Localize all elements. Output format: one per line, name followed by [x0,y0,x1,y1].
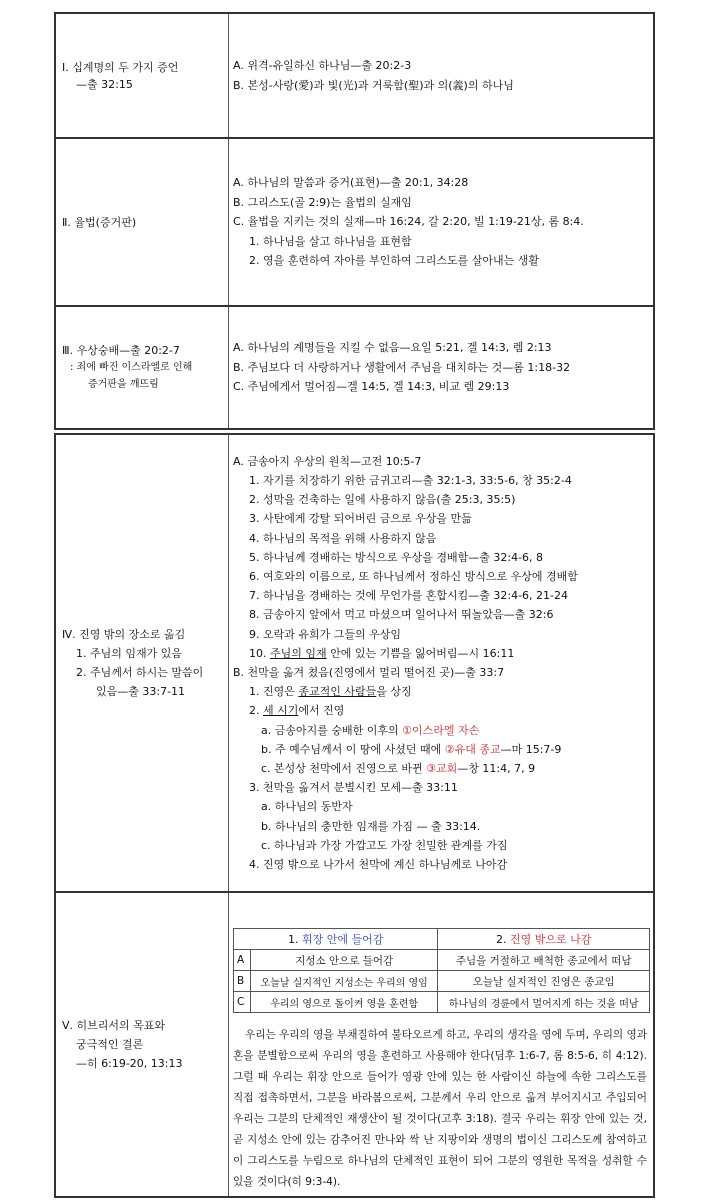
item-text: 을 상징 [376,685,412,699]
item-text: 에서 진영 [298,704,345,718]
row-4-point-a: A. 금송아지 우상의 원칙—고전 10:5-7 [233,454,422,468]
row-2-point-c: C. 율법을 지키는 것의 실재—마 16:24, 갈 2:20, 빌 1:19-21상, 롬 8:4. [233,215,584,229]
outline-table-1 [54,12,655,430]
cell-inside-veil: 오늘날 실지적인 지성소는 우리의 영임 [251,971,438,992]
row-5-content-cell [229,893,653,1196]
row-4-point-b: B. 천막을 옮겨 쳤음(진영에서 멀리 떨어진 곳)—출 33:7 [233,666,505,679]
row-4-a-item-10 [233,644,578,663]
outline-row-3 [56,307,653,428]
row-key: B [234,971,251,992]
row-4-heading-cell [56,435,229,891]
row-4-a-item: 3. 사탄에게 강탈 되어버린 금으로 우상을 만듦 [249,512,472,526]
row-4-b-item-2 [233,701,578,720]
cell-inside-veil: 우리의 영으로 돌이켜 영을 훈련함 [251,992,438,1013]
item-number: 10. [249,646,270,660]
row-1-reference: —출 32:15 [76,77,133,91]
comparison-header-row [234,929,650,950]
row-2-point-a: A. 하나님의 말씀과 증거(표현)—출 20:1, 34:28 [233,176,469,190]
item-text: —마 15:7-9 [500,742,562,756]
row-4-b3-item: b. 하나님의 충만한 임재를 가짐 — 출 33:14. [261,819,481,833]
row-1-heading-cell [56,14,229,137]
row-4-b-item-1 [233,682,578,701]
underlined-text: 종교적인 사람들 [298,685,377,699]
row-4-content-cell [229,435,653,891]
header-number: 1. [288,933,302,946]
highlighted-text: ②유대 종교 [444,742,501,756]
item-number: 2. [249,704,263,718]
row-key: A [234,950,251,971]
row-5-reference: —히 6:19-20, 13:13 [76,1057,183,1070]
item-text: —창 11:4, 7, 9 [457,762,536,776]
row-4-b-item-3: 3. 천막을 옮겨서 분별시킨 모세—출 33:11 [249,781,458,795]
row-4-sub-1: 1. 주님의 임재가 있음 [76,647,182,660]
item-text: c. 본성상 천막에서 진영으로 바뀐 [261,762,427,776]
row-3-content-cell [229,307,653,428]
row-1-point-b: B. 본성-사랑(愛)과 빛(光)과 거룩함(聖)과 의(義)의 하나님 [233,78,514,92]
column-header-2 [438,929,650,950]
row-4-b2-item-b [233,740,578,759]
outline-row-4 [56,435,653,893]
row-4-sub-3: 있음—출 33:7-11 [96,685,186,698]
conclusion-paragraph [229,1025,651,1193]
item-text: a. 금송아지를 숭배한 이후의 [261,723,403,737]
highlighted-text: ③교회 [426,762,458,776]
outline-row-5 [56,893,653,1196]
row-5-sub-1: 궁극적인 결론 [76,1038,144,1051]
row-4-b2-item-c [233,759,578,778]
row-4-a-item: 7. 하나님을 경배하는 것에 무언가를 혼합시킴—출 32:4-6, 21-24 [249,589,568,603]
comparison-row-a [234,950,650,971]
underlined-text: 주님의 임재 [270,646,327,660]
row-1-title: Ⅰ. 십계명의 두 가지 증언 [62,60,179,74]
row-3-heading-cell [56,307,229,428]
item-text: 안에 있는 기쁨을 잃어버림—시 16:11 [326,646,515,660]
row-3-title: Ⅲ. 우상숭배—출 20:2-7 [62,344,180,357]
highlighted-text: ①이스라엘 자손 [402,723,480,737]
comparison-table [233,928,650,1013]
row-2-content-cell [229,139,653,305]
row-4-a-item: 5. 하나님께 경배하는 방식으로 우상을 경배함—출 32:4-6, 8 [249,550,544,564]
row-3-point-c: C. 주님에게서 멀어짐—겔 14:5, 겔 14:3, 비교 렘 29:13 [233,380,510,394]
row-4-a-item: 1. 자기를 치장하기 위한 금귀고리—출 32:1-3, 33:5-6, 창 35:2-4 [249,473,572,487]
row-2-point-c1: 1. 하나님을 살고 하나님을 표현함 [249,234,412,248]
cell-outside-camp: 오늘날 실지적인 진영은 종교임 [438,971,650,992]
column-header-1 [234,929,438,950]
cell-outside-camp: 주님을 거절하고 배척한 종교에서 떠남 [438,950,650,971]
row-4-b3-item: c. 하나님과 가장 가깝고도 가장 친밀한 관계를 가짐 [261,838,508,852]
row-4-sub-2: 2. 주님께서 하시는 말씀이 [76,666,204,679]
row-2-point-c2: 2. 영을 훈련하여 자아를 부인하여 그리스도를 살아내는 생활 [249,254,539,268]
comparison-row-b [234,971,650,992]
row-5-heading-cell [56,893,229,1196]
row-2-heading-cell [56,139,229,305]
row-3-subtitle: : 죄에 빠진 이스라엘로 인해 [70,362,193,373]
row-3-subtitle-2: 증거판을 깨뜨림 [88,379,159,390]
outline-row-2 [56,139,653,307]
header-number: 2. [496,933,510,946]
row-3-point-a: A. 하나님의 계명들을 지킬 수 없음—요일 5:21, 겔 14:3, 렘 2:13 [233,341,552,355]
comparison-row-c [234,992,650,1013]
underlined-text: 세 시기 [263,704,299,718]
item-text: b. 주 예수님께서 이 땅에 사셨던 때에 [261,742,445,756]
row-4-a-item: 6. 여호와의 이름으로, 또 하나님께서 정하신 방식으로 우상에 경배함 [249,569,578,583]
row-4-a-item: 9. 오락과 유희가 그들의 우상임 [249,627,401,641]
header-label-blue: 휘장 안에 들어감 [302,933,384,946]
cell-outside-camp: 하나님의 경륜에서 멀어지게 하는 것을 떠남 [438,992,650,1013]
row-1-point-a: A. 위격-유일하신 하나님—출 20:2-3 [233,59,412,73]
cell-inside-veil: 지성소 안으로 들어감 [251,950,438,971]
row-4-b2-item-a [233,721,578,740]
conclusion-text: 우리는 우리의 영을 부채질하여 불타오르게 하고, 우리의 생각을 영에 두며, 우리의 영과 혼을 분별함으로써 우리의 영을 훈련하고 사용해야 한다(딤후 1:6-7, 롬 8:5-6, 히 4:12). 그럴 때 우리는 휘장 안으로 들어가 영광 안에 있는 한 사람이신 하늘에 속한 그리스도를 직접 접촉하면서, 그분을 바라봄으로써, 그분께서 우리 안으로 옮겨 부어지시고 주입되어 우리는 그분의 단체적인 재생산이 될 것이다(고후 3:18). 결국 우리는 휘장 안에 있는 것, 곧 지성소 안에 있는 감추어진 만나와 싹 난 지팡이와 생명의 법이신 그리스도께 참여하고 이 그리스도를 누림으로 하나님의 단체적인 표현이 되어 그분의 영원한 목적을 성취할 수 있을 것이다(히 9:3-4). [233,1029,647,1188]
row-2-point-b: B. 그리스도(골 2:9)는 율법의 실재임 [233,195,412,209]
row-4-b-item-4: 4. 진영 밖으로 나가서 천막에 계신 하나님께로 나아감 [249,858,508,872]
row-2-title: Ⅱ. 율법(증거판) [62,215,137,229]
row-5-title: Ⅴ. 히브리서의 목표와 [62,1019,166,1032]
row-key: C [234,992,251,1013]
row-4-b3-item: a. 하나님의 동반자 [261,800,353,814]
item-text: 1. 진영은 [249,685,299,699]
outline-row-1 [56,14,653,139]
row-1-content-cell [229,14,653,137]
row-4-title: Ⅳ. 진영 밖의 장소로 옮김 [62,628,186,641]
row-4-a-item: 2. 성막을 건축하는 일에 사용하지 않음(출 25:3, 35:5) [249,493,516,507]
row-4-a-item: 8. 금송아지 앞에서 먹고 마셨으며 일어나서 뛰놀았음—출 32:6 [249,608,554,622]
row-3-point-b: B. 주님보다 더 사랑하거나 생활에서 주님을 대치하는 것—롬 1:18-32 [233,360,571,374]
header-label-red: 진영 밖으로 나감 [510,933,592,946]
row-4-a-item: 4. 하나님의 목적을 위해 사용하지 않음 [249,531,437,545]
outline-table-2 [54,433,655,1198]
